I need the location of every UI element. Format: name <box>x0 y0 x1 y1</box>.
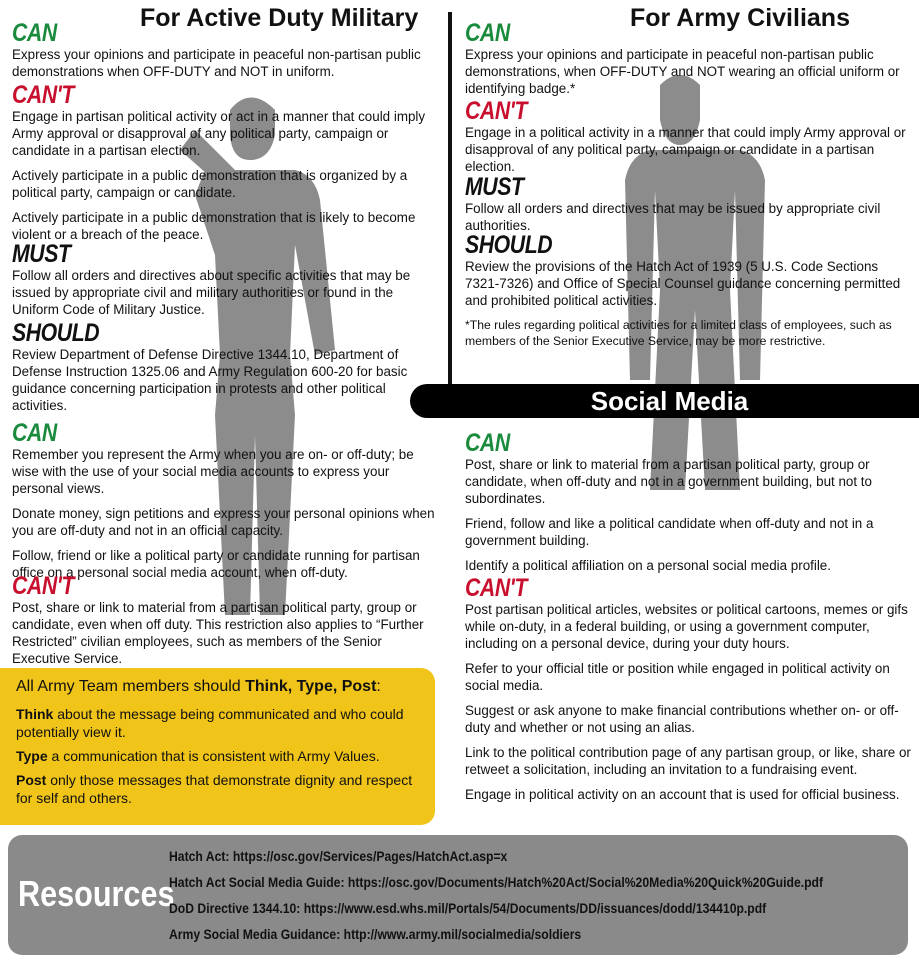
ttp-keyword: Think <box>16 706 54 722</box>
can-heading: CAN <box>465 19 510 47</box>
ttp-item <box>16 705 419 741</box>
rule-text: Actively participate in a public demonstration that is likely to become violent or a breach of the peace. <box>12 210 416 242</box>
right-social-cant-section <box>465 575 917 811</box>
social-media-banner: Social Media <box>410 384 919 418</box>
can-heading: CAN <box>12 19 57 47</box>
rule-text: Engage in a political activity in a manner that could imply Army approval or disapproval of any political party, campaign or candidate in a partisan election. <box>465 125 906 174</box>
should-heading: SHOULD <box>12 319 100 347</box>
rule-text: Post, share or link to material from a partisan political party, group or candidate, when off-duty and not in a government building, but not to subordinates. <box>465 457 872 506</box>
rule-text: Suggest or ask anyone to make financial contributions whether on- or off-duty and whether or not using an alias. <box>465 703 899 735</box>
column-divider <box>448 12 452 390</box>
right-should-section <box>465 232 915 357</box>
resources-title: Resources <box>18 873 175 914</box>
ttp-item <box>16 747 419 765</box>
rule-text: Remember you represent the Army when you are on- or off-duty; be wise with the use of your social media accounts to express your personal views. <box>12 447 414 496</box>
resource-link-army-social-media[interactable]: Army Social Media Guidance: http://www.army.mil/socialmedia/soldiers <box>169 926 582 942</box>
right-cant-section <box>465 98 915 183</box>
rule-text: Engage in political activity on an account that is used for official business. <box>465 787 900 802</box>
ttp-lead <box>16 678 419 696</box>
can-heading: CAN <box>12 419 57 447</box>
can-heading: CAN <box>465 429 510 457</box>
rule-text: Refer to your official title or position while engaged in political activity on social media. <box>465 661 890 693</box>
rule-text: Identify a political affiliation on a personal social media profile. <box>465 558 831 573</box>
rule-text: Review Department of Defense Directive 1344.10, Department of Defense Instruction 1325.06 and Army Regulation 600-20 for basic guidance concerning participation in protests and other political activities. <box>12 347 408 413</box>
rule-text: Follow all orders and directives that may be issued by appropriate civil authorities. <box>465 201 881 233</box>
ttp-text: about the message being communicated and who could potentially view it. <box>16 706 404 740</box>
civilians-title: For Army Civilians <box>630 4 850 32</box>
rule-text: Follow, friend or like a political party or candidate running for partisan office on a personal social media account, when off-duty. <box>12 548 420 580</box>
must-heading: MUST <box>465 173 524 201</box>
rule-text: Follow all orders and directives about specific activities that may be issued by appropriate civil and military authorities or found in the Uniform Code of Military Justice. <box>12 268 411 317</box>
cant-heading: CAN'T <box>12 81 74 109</box>
left-should-section <box>12 320 442 422</box>
left-social-cant-section <box>12 573 442 675</box>
rule-text: Donate money, sign petitions and express your personal opinions when you are off-duty and not in an official capacity. <box>12 506 435 538</box>
cant-heading: CAN'T <box>12 572 74 600</box>
rule-text: Review the provisions of the Hatch Act of 1939 (5 U.S. Code Sections 7321-7326) and Office of Special Counsel guidance concerning permitted and prohibited political activities. <box>465 259 901 308</box>
ttp-keyword: Post <box>16 772 47 788</box>
lead-text: All Army Team members should <box>16 678 246 695</box>
lead-colon: : <box>376 678 381 695</box>
lead-bold: Think, Type, Post <box>245 678 377 695</box>
rule-text: Post partisan political articles, websites or political cartoons, memes or gifs while on-duty, in a federal building, or using a government computer, including on a personal device, during your duty hours. <box>465 602 908 651</box>
right-can-section <box>465 20 915 105</box>
rule-text: Link to the political contribution page of any partisan group, or like, share or retweet a solicitation, including an invitation to a fundraising event. <box>465 745 911 777</box>
think-type-post-box <box>0 668 435 825</box>
should-heading: SHOULD <box>465 231 553 259</box>
resource-link-hatch-social-guide[interactable]: Hatch Act Social Media Guide: https://osc.gov/Documents/Hatch%20Act/Social%20Media%20Quick%20Guide.pdf <box>169 874 824 890</box>
rule-text: Post, share or link to material from a partisan political party, group or candidate, even when off duty. This restriction also applies to “Further Restricted” civilian employees, such as members of the Senior Executive Service. <box>12 600 424 666</box>
ttp-text: a communication that is consistent with Army Values. <box>47 748 380 764</box>
left-social-can-section <box>12 420 442 589</box>
rule-text: Actively participate in a public demonstration that is organized by a political party, campaign or candidate. <box>12 168 408 200</box>
resource-links <box>169 843 919 947</box>
ttp-keyword: Type <box>16 748 48 764</box>
right-social-can-section <box>465 430 917 582</box>
left-cant-section <box>12 82 442 251</box>
footnote: *The rules regarding political activities for a limited class of employees, such as members of the Senior Executive Service, may be more restrictive. <box>465 318 892 348</box>
rule-text: Express your opinions and participate in peaceful non-partisan public demonstrations when OFF-DUTY and NOT in uniform. <box>12 47 421 79</box>
rule-text: Friend, follow and like a political candidate when off-duty and not in a government building. <box>465 516 874 548</box>
left-must-section <box>12 241 442 326</box>
ttp-item <box>16 771 419 807</box>
active-duty-title: For Active Duty Military <box>140 4 419 32</box>
must-heading: MUST <box>12 240 71 268</box>
rule-text: Engage in partisan political activity or act in a manner that could imply Army approval or disapproval of any political party, campaign or candidate in a partisan election. <box>12 109 426 158</box>
left-can-section <box>12 20 442 88</box>
cant-heading: CAN'T <box>465 97 527 125</box>
rule-text: Express your opinions and participate in peaceful non-partisan public demonstrations, when OFF-DUTY and NOT wearing an official uniform or identifying badge.* <box>465 47 900 96</box>
ttp-text: only those messages that demonstrate dignity and respect for self and others. <box>16 772 413 806</box>
resource-link-dod-directive[interactable]: DoD Directive 1344.10: https://www.esd.whs.mil/Portals/54/Documents/DD/issuances/dodd/134410p.pdf <box>169 900 767 916</box>
resource-link-hatch-act[interactable]: Hatch Act: https://osc.gov/Services/Pages/HatchAct.asp=x <box>169 848 508 864</box>
cant-heading: CAN'T <box>465 574 527 602</box>
resources-box <box>8 835 908 955</box>
